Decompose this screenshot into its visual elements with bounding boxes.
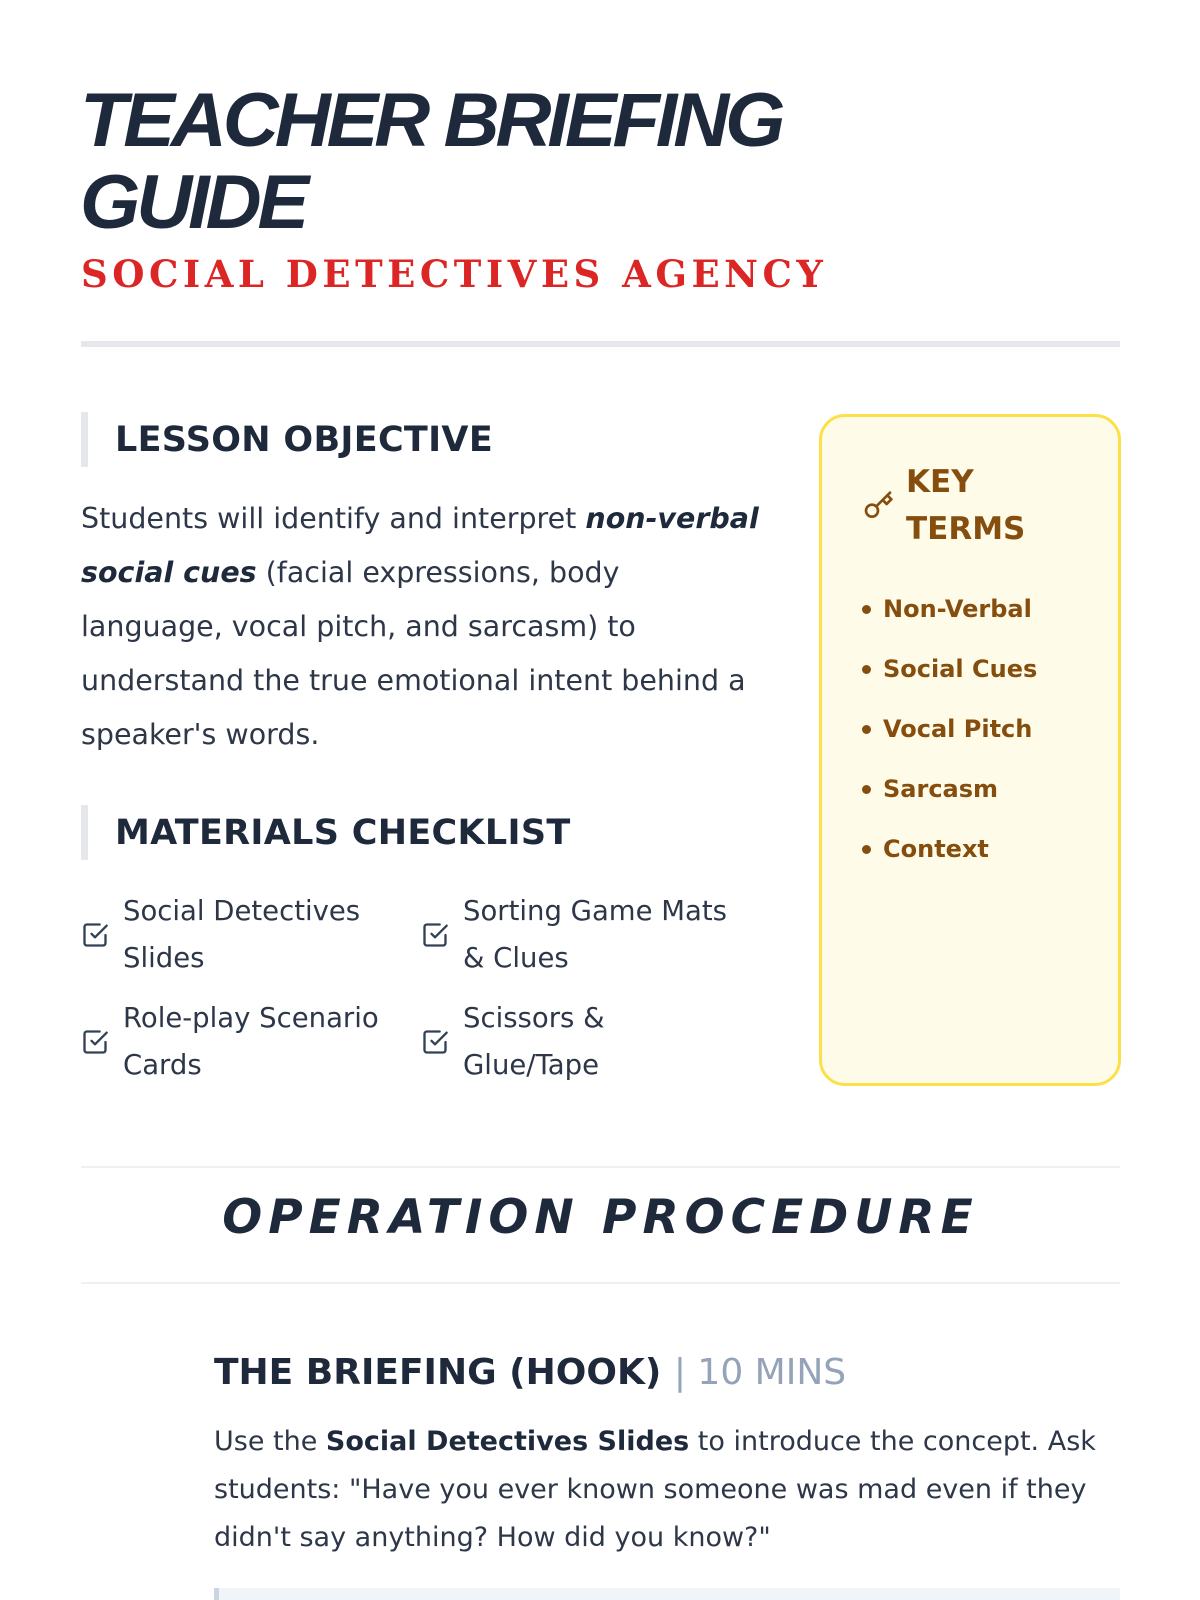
key-terms-header — [862, 459, 1078, 553]
materials-checklist-heading: MATERIALS CHECKLIST — [81, 805, 571, 860]
next-step-callout — [214, 1588, 1120, 1600]
key-term-label: Social Cues — [883, 655, 1038, 683]
title-line-2: GUIDE — [80, 160, 306, 245]
objective-emphasis: non-verbal social cues — [81, 502, 759, 589]
key-terms-list — [862, 579, 1078, 879]
key-term-label: Non-Verbal — [883, 595, 1032, 623]
key-term-label: Vocal Pitch — [883, 715, 1033, 743]
checklist-item-label: Sorting Game Mats & Clues — [463, 895, 727, 974]
title-line-1: TEACHER BRIEFING — [80, 78, 782, 163]
objective-text-after: (facial expressions, body language, vocal pitch, and sarcasm) to understand the true emotional intent behind a speaker's words. — [81, 556, 746, 751]
step-duration: | 10 MINS — [673, 1352, 847, 1393]
bullet-icon — [862, 605, 871, 614]
key-term-item — [862, 819, 1078, 879]
step-title-text: THE BRIEFING (HOOK) — [214, 1352, 662, 1393]
checkbox-checked-icon — [81, 1028, 109, 1056]
checklist-item[interactable] — [421, 995, 741, 1089]
key-icon — [862, 490, 894, 522]
step-title — [214, 1352, 846, 1393]
step-description — [214, 1418, 1104, 1562]
key-terms-panel — [819, 414, 1121, 1086]
checklist-item-label: Role-play Scenario Cards — [123, 1002, 379, 1081]
lesson-objective-heading: LESSON OBJECTIVE — [81, 412, 493, 467]
lesson-objective-text — [81, 492, 761, 762]
bullet-icon — [862, 665, 871, 674]
page-title — [80, 80, 998, 244]
key-term-label: Sarcasm — [883, 775, 999, 803]
checkbox-checked-icon — [421, 1028, 449, 1056]
key-term-item — [862, 759, 1078, 819]
materials-checklist — [81, 888, 781, 1088]
checkbox-checked-icon — [421, 921, 449, 949]
key-term-item — [862, 639, 1078, 699]
checklist-item-label: Social Detectives Slides — [123, 895, 361, 974]
header-divider — [81, 341, 1120, 347]
checklist-item[interactable] — [421, 888, 741, 982]
checklist-item-label: Scissors & Glue/Tape — [463, 1002, 605, 1081]
bullet-icon — [862, 725, 871, 734]
key-term-label: Context — [883, 835, 989, 863]
procedure-heading: OPERATION PROCEDURE — [222, 1190, 979, 1245]
key-terms-heading: KEY TERMS — [906, 464, 1026, 547]
objective-text-before: Students will identify and interpret — [81, 502, 586, 535]
step-text-after: to introduce the concept. Ask students: "Have you ever known someone was mad even if they didn't say anything? How did you know?" — [214, 1426, 1096, 1553]
step-text-before: Use the — [214, 1426, 326, 1457]
checkbox-checked-icon — [81, 921, 109, 949]
procedure-divider-top — [81, 1166, 1120, 1168]
checklist-item[interactable] — [81, 995, 401, 1089]
bullet-icon — [862, 785, 871, 794]
procedure-divider-bottom — [81, 1282, 1120, 1284]
checklist-item[interactable] — [81, 888, 401, 982]
key-term-item — [862, 579, 1078, 639]
page-subtitle: SOCIAL DETECTIVES AGENCY — [81, 252, 828, 296]
step-text-bold: Social Detectives Slides — [325, 1426, 690, 1457]
bullet-icon — [862, 845, 871, 854]
key-term-item — [862, 699, 1078, 759]
